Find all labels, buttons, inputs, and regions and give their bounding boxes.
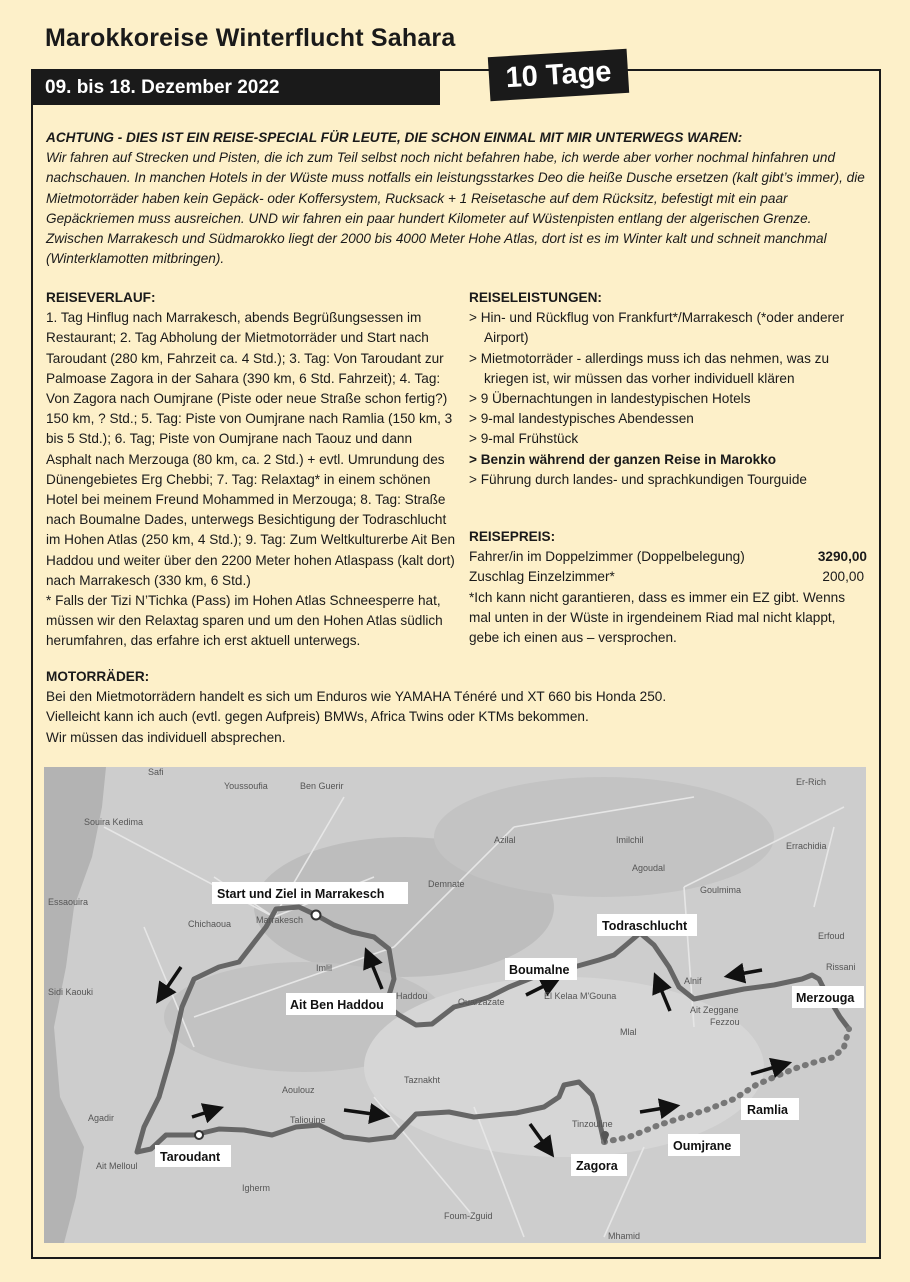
atlas-shading <box>434 777 774 897</box>
motorraeder-heading: MOTORRÄDER: <box>46 669 150 684</box>
town-label: Souira Kedima <box>84 817 144 827</box>
label-aitbenhaddou: Ait Ben Haddou <box>290 998 384 1012</box>
price-note: *Ich kann nicht garantieren, dass es immer ein EZ gibt. Wenns mal unten in der Wüste in irgendeinem Riad mal nicht klappt, gebe ich einen aus – versprochen. <box>469 589 846 646</box>
reiseverlauf-heading: REISEVERLAUF: <box>46 290 156 305</box>
reiseverlauf-note: * Falls der Tizi N’Tichka (Pass) im Hohen Atlas Schneesperre hat, müssen wir den Relaxtag sparen und um den Hohen Atlas südlich herumfahren, das erfahre ich erst aktuell unterwegs. <box>46 593 443 649</box>
price-row <box>469 547 867 567</box>
town-label: Marrakesch <box>256 915 304 925</box>
town-label: Ait Zeggane <box>690 1005 739 1015</box>
town-label: Azilal <box>494 835 516 845</box>
town-label: Demnate <box>428 879 465 889</box>
label-todra: Todraschlucht <box>602 919 688 933</box>
town-label: Fezzou <box>710 1017 740 1027</box>
reisepreis-heading: REISEPREIS: <box>469 529 556 544</box>
motorraeder-section <box>46 667 876 748</box>
town-label: Alnif <box>684 976 702 986</box>
town-label: Agoudal <box>632 863 666 873</box>
route-map-svg <box>44 767 866 1243</box>
price-value: 3290,00 <box>817 549 867 565</box>
town-label: Ait Melloul <box>96 1161 138 1171</box>
town-label: Tinzouline <box>572 1119 613 1129</box>
label-oumjrane: Oumjrane <box>673 1139 732 1153</box>
town-label: Foum-Zguid <box>444 1211 493 1221</box>
list-item: > Benzin während der ganzen Reise in Marokko <box>469 451 777 467</box>
town-label: Imlil <box>316 963 332 973</box>
price-value: 200,00 <box>822 569 864 585</box>
motorraeder-line: Vielleicht kann ich auch (evtl. gegen Aufpreis) BMWs, Africa Twins oder KTMs bekommen. <box>46 709 589 725</box>
reisepreis-section <box>469 527 867 648</box>
label-merzouga: Merzouga <box>796 991 855 1005</box>
town-label: Safi <box>148 767 164 777</box>
list-item: > 9 Übernachtungen in landestypischen Hotels <box>469 391 751 407</box>
taroudant-marker <box>195 1131 203 1139</box>
list-item: > 9-mal landestypisches Abendessen <box>469 411 694 427</box>
town-label: Aoulouz <box>282 1085 315 1095</box>
price-row <box>469 567 867 587</box>
reiseleistungen-heading: REISELEISTUNGEN: <box>469 290 602 305</box>
route-map <box>44 767 866 1243</box>
intro-warning: ACHTUNG - DIES IST EIN REISE-SPECIAL FÜR LEUTE, DIE SCHON EINMAL MIT MIR UNTERWEGS WAREN: <box>46 130 743 145</box>
town-label: Mlal <box>620 1027 637 1037</box>
list-item: > Mietmotorräder - allerdings muss ich das nehmen, was zu kriegen ist, wir müssen das vorher individuell klären <box>469 350 830 386</box>
list-item: > Führung durch landes- und sprachkundigen Tourguide <box>469 471 807 487</box>
intro-section <box>46 128 866 269</box>
town-label: Agadir <box>88 1113 115 1123</box>
town-label: Goulmima <box>700 885 742 895</box>
town-label: Mhamid <box>608 1231 641 1241</box>
list-item: > 9-mal Frühstück <box>469 431 579 447</box>
page-title: Marokkoreise Winterflucht Sahara <box>45 24 456 52</box>
town-label: Rissani <box>826 962 856 972</box>
list-item: > Hin- und Rückflug von Frankfurt*/Marrakesch (*oder anderer Airport) <box>469 310 845 346</box>
town-label: Imilchil <box>616 835 644 845</box>
town-label: El Kelaa M'Gouna <box>544 991 617 1001</box>
duration-badge: 10 Tage <box>488 49 629 101</box>
label-marrakesch: Start und Ziel in Marrakesch <box>217 887 385 901</box>
town-label: Haddou <box>396 991 428 1001</box>
town-label: Errachidia <box>786 841 827 851</box>
price-label: Fahrer/in im Doppelzimmer (Doppelbelegung) <box>469 549 745 565</box>
reiseleistungen-section <box>469 288 869 490</box>
town-label: Ouarzazate <box>458 997 505 1007</box>
label-boumalne: Boumalne <box>509 963 570 977</box>
town-label: Youssoufia <box>224 781 268 791</box>
reiseverlauf-text: 1. Tag Hinflug nach Marrakesch, abends Begrüßungsessen im Restaurant; 2. Tag Abholung der Mietmotorräder und Start nach Taroudant (280 km, Fahrzeit ca. 4 Std.); 3. Tag: Von Taroudant zur Palmoase Zagora in der Sahara (390 km, 6 Std. Fahrzeit); 4. Tag: Von Zagora nach Oumjrane (Piste oder neue Straße schon fertig?) 150 km, ? Std.; 5. Tag: Piste von Oumjrane nach Ramlia (150 km, 3 bis 5 Std.); 6. Tag; Piste von Oumjrane nach Taouz und dann Asphalt nach Merzouga (80 km, ca. 2 Std.) + evtl. Umrundung des Dünengebietes Erg Chebbi; 7. Tag: Relaxtag* in einem schönen Hotel bei meinem Freund Mohammed in Merzouga; 8. Tag: Straße nach Boumalne Dades, unterwegs Besichtigung der Todraschlucht im Hohen Atlas (250 km, 4 Std.); 9. Tag: Zum Weltkulturerbe Ait Ben Haddou und weiter über den 2200 Meter hohen Atlaspass (kalt dort) nach Marrakesch (330 km, 6 Std.) <box>46 310 456 588</box>
town-label: Er-Rich <box>796 777 827 787</box>
label-taroudant: Taroudant <box>160 1150 221 1164</box>
marrakesch-marker <box>312 911 321 920</box>
town-label: Chichaoua <box>188 919 232 929</box>
town-label: Sidi Kaouki <box>48 987 94 997</box>
town-label: Ben Guerir <box>300 781 344 791</box>
town-label: Taliouine <box>290 1115 326 1125</box>
town-label: Igherm <box>242 1183 271 1193</box>
town-label: Erfoud <box>818 931 845 941</box>
town-label: Essaouira <box>48 897 89 907</box>
town-label: Taznakht <box>404 1075 441 1085</box>
date-banner: 09. bis 18. Dezember 2022 <box>31 71 440 105</box>
intro-text: Wir fahren auf Strecken und Pisten, die ich zum Teil selbst noch nicht befahren habe, ich werde aber vorher nochmal hinfahren und nachschauen. In manchen Hotels in der Wüste muss notfalls ein leistungsstarkes Deo die heiße Dusche ersetzen (kalt gibt’s immer), die Mietmotorräder haben kein Gepäck- oder Koffersystem, Rucksack + 1 Reisetasche auf dem Rücksitz, befestigt mit ein paar Gepäckriemen muss ausreichen. UND wir fahren ein paar hundert Kilometer auf Wüstenpisten entlang der algerischen Grenze. Zwischen Marrakesch und Südmarokko liegt der 2000 bis 4000 Meter Hohe Atlas, dort ist es im Winter kalt und schneit manchmal (Winterklamotten mitbringen). <box>46 150 865 267</box>
label-zagora: Zagora <box>576 1159 618 1173</box>
reiseverlauf-section <box>46 288 456 652</box>
label-ramlia: Ramlia <box>747 1103 788 1117</box>
price-label: Zuschlag Einzelzimmer* <box>469 569 615 585</box>
motorraeder-line: Bei den Mietmotorrädern handelt es sich um Enduros wie YAMAHA Ténéré und XT 660 bis Honda 250. <box>46 689 667 705</box>
motorraeder-line: Wir müssen das individuell absprechen. <box>46 729 286 745</box>
desert-shading <box>364 977 764 1157</box>
